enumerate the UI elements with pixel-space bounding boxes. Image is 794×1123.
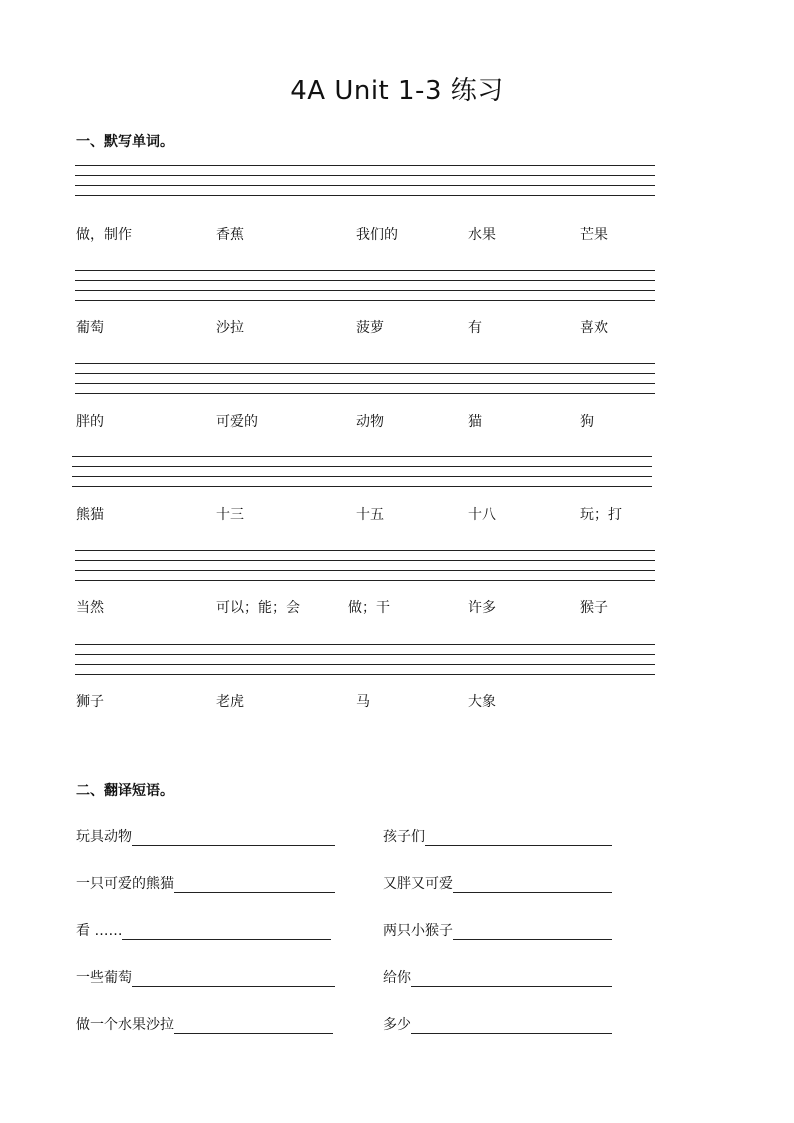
phrase-item [383, 920, 612, 940]
worksheet-title: 4A Unit 1-3 练习 [290, 76, 504, 106]
word-item: 香蕉 [216, 227, 244, 243]
word-item: 老虎 [216, 694, 244, 710]
answer-blank[interactable] [453, 925, 612, 940]
word-item: 大象 [468, 694, 496, 710]
writing-lines-3 [75, 363, 655, 403]
word-item: 十五 [356, 507, 384, 523]
word-item: 可爱的 [216, 414, 258, 430]
word-item: 玩；打 [580, 507, 622, 523]
phrase-item [383, 967, 612, 987]
word-item: 猴子 [580, 600, 608, 616]
answer-blank[interactable] [132, 972, 335, 987]
phrase-label: 做一个水果沙拉 [76, 1017, 174, 1033]
section1-heading: 一、默写单词。 [76, 134, 174, 150]
word-item: 狗 [580, 414, 594, 430]
section2-heading: 二、翻译短语。 [76, 783, 174, 799]
word-item: 当然 [76, 600, 104, 616]
word-item: 狮子 [76, 694, 104, 710]
phrase-label: 一些葡萄 [76, 970, 132, 986]
phrase-label: 看 …… [76, 923, 123, 939]
word-item: 可以；能；会 [216, 600, 300, 616]
word-item: 有 [468, 320, 482, 336]
word-item: 十八 [468, 507, 496, 523]
word-item: 十三 [216, 507, 244, 523]
word-item: 许多 [468, 600, 496, 616]
phrase-item [76, 1014, 333, 1034]
phrase-label: 孩子们 [383, 829, 425, 845]
word-item: 胖的 [76, 414, 104, 430]
phrase-item [76, 826, 335, 846]
writing-lines-6 [75, 644, 655, 684]
answer-blank[interactable] [411, 1019, 612, 1034]
word-item: 水果 [468, 227, 496, 243]
word-item: 做；干 [348, 600, 390, 616]
word-item: 马 [356, 694, 370, 710]
phrase-label: 给你 [383, 970, 411, 986]
phrase-item [383, 1014, 612, 1034]
word-item: 猫 [468, 414, 482, 430]
writing-lines-1 [75, 165, 655, 205]
answer-blank[interactable] [411, 972, 612, 987]
word-item: 喜欢 [580, 320, 608, 336]
writing-lines-4 [72, 456, 652, 496]
word-item: 熊猫 [76, 507, 104, 523]
word-item: 芒果 [580, 227, 608, 243]
phrase-item [76, 967, 335, 987]
word-item: 我们的 [356, 227, 398, 243]
phrase-label: 多少 [383, 1017, 411, 1033]
word-item: 葡萄 [76, 320, 104, 336]
answer-blank[interactable] [132, 831, 335, 846]
phrase-item [383, 826, 612, 846]
answer-blank[interactable] [122, 925, 331, 940]
phrase-label: 玩具动物 [76, 829, 132, 845]
writing-lines-5 [75, 550, 655, 590]
phrase-item [76, 920, 331, 940]
phrase-item [76, 873, 335, 893]
answer-blank[interactable] [174, 1019, 333, 1034]
phrase-item [383, 873, 612, 893]
word-item: 菠萝 [356, 320, 384, 336]
word-item: 动物 [356, 414, 384, 430]
answer-blank[interactable] [425, 831, 612, 846]
answer-blank[interactable] [174, 878, 335, 893]
phrase-label: 两只小猴子 [383, 923, 453, 939]
phrase-label: 又胖又可爱 [383, 876, 453, 892]
phrase-label: 一只可爱的熊猫 [76, 876, 174, 892]
word-item: 做，制作 [76, 227, 132, 243]
word-item: 沙拉 [216, 320, 244, 336]
writing-lines-2 [75, 270, 655, 310]
answer-blank[interactable] [453, 878, 612, 893]
